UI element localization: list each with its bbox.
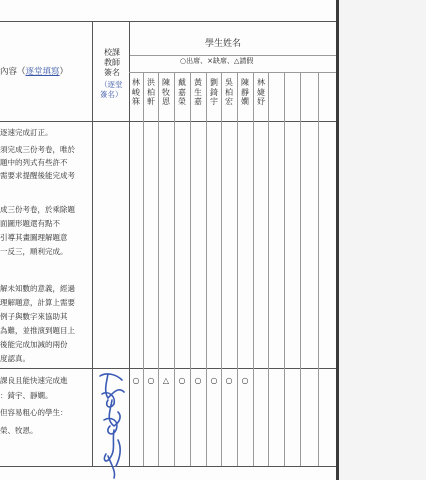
attendance-mark: ○ — [210, 376, 218, 385]
content-column-border — [92, 21, 93, 466]
teacher-signature-note: （逐堂 簽名） — [100, 80, 123, 99]
legend-divider — [129, 55, 336, 56]
attendance-mark: ○ — [132, 376, 140, 385]
table-bottom-border — [0, 466, 336, 467]
attendance-sheet: 內容（逐堂填寫） 校課 教師 簽名 （逐堂 簽名） 學生姓名 ○出席、×缺席、△請假 林峻箖 洪柏軒 陳牧恩 戴嘉榮 黃生嘉 劉錡宇 吳柏宏 陳靜嫺 林婕妤 逐速完成訂正。 須完成三份考卷，唯於 題中的列式有些許不 需要求提醒後能完成考 成三份考卷，於乘除題 面圖形題還有點不 引導其畫圖理解題意 一反三，順利完成。 解未知數的意義，經過 理解題意，計算上需要 例子與數字來協助其 為難，並推演到題目上 後能完成加減的兩份 度認真。 課良且能快速完成進 ：錡宇、靜嫺。 但容易粗心的學生： 榮、牧恩。 ○ ○ △ ○ ○ ○ ○ ○ — [0, 0, 336, 480]
student-name: 陳靜嫺 — [241, 78, 249, 107]
student-name: 陳牧恩 — [162, 78, 170, 107]
section-divider — [0, 368, 336, 369]
header-bottom-border — [0, 121, 336, 122]
student-row-top — [129, 72, 336, 73]
attendance-mark: ○ — [147, 376, 155, 385]
student-name: 黃生嘉 — [194, 78, 202, 107]
student-name: 戴嘉榮 — [178, 78, 186, 107]
teacher-handwritten-signature — [94, 370, 130, 480]
teacher-signature-header: 校課 教師 簽名 — [104, 48, 120, 77]
attendance-mark: △ — [162, 376, 170, 385]
student-name: 林婕妤 — [257, 78, 265, 107]
content-column-header: 內容（逐堂填寫） — [0, 67, 69, 77]
student-name: 劉錡宇 — [210, 78, 218, 107]
attendance-legend: ○出席、×缺席、△請假 — [180, 57, 254, 65]
students-title: 學生姓名 — [205, 39, 242, 49]
student-name: 吳柏宏 — [225, 78, 233, 107]
page-edge — [336, 0, 339, 480]
student-name: 林峻箖 — [132, 78, 140, 107]
table-top-border — [0, 21, 336, 22]
student-name: 洪柏軒 — [147, 78, 155, 107]
attendance-mark: ○ — [241, 376, 249, 385]
attendance-mark: ○ — [194, 376, 202, 385]
attendance-mark: ○ — [225, 376, 233, 385]
attendance-mark: ○ — [178, 376, 186, 385]
